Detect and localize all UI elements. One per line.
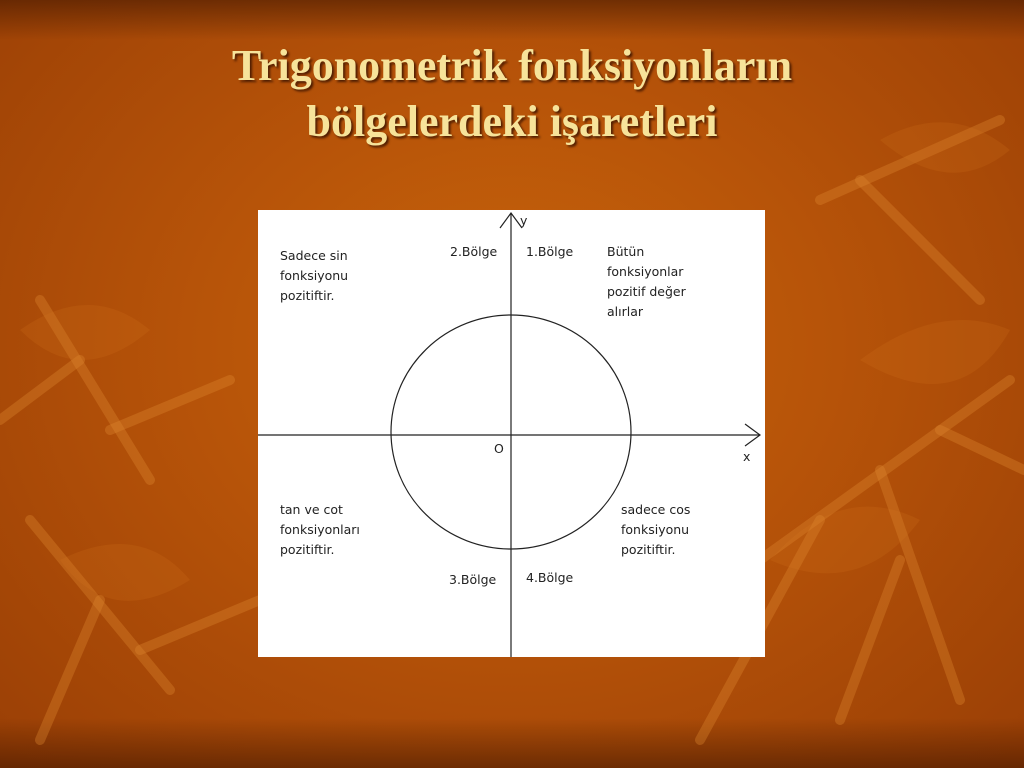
quadrant-3-note-line-1: tan ve cot <box>280 502 343 517</box>
quadrant-1-note-line-2: fonksiyonlar <box>607 264 684 279</box>
quadrant-4-note-line-3: pozitiftir. <box>621 542 676 557</box>
quadrant-1-note-line-4: alırlar <box>607 304 644 319</box>
quadrant-1-note-line-3: pozitif değer <box>607 284 686 299</box>
slide-title <box>0 38 1024 150</box>
quadrant-2-note-line-2: fonksiyonu <box>280 268 349 283</box>
unit-circle-diagram <box>258 210 765 657</box>
quadrant-3-label: 3.Bölge <box>449 572 497 587</box>
slide-title-line-2: bölgelerdeki işaretleri <box>306 97 718 146</box>
slide-title-line-1: Trigonometrik fonksiyonların <box>231 41 793 90</box>
quadrant-4-label: 4.Bölge <box>526 570 574 585</box>
quadrant-2-label: 2.Bölge <box>450 244 498 259</box>
quadrant-3-note-line-2: fonksiyonları <box>280 522 360 537</box>
quadrant-3-note-line-3: pozitiftir. <box>280 542 335 557</box>
origin-label: O <box>494 441 504 456</box>
quadrant-1-label: 1.Bölge <box>526 244 574 259</box>
x-axis-label: x <box>743 449 751 464</box>
quadrant-2-note-line-1: Sadece sin <box>280 248 348 263</box>
quadrant-1-note-line-1: Bütün <box>607 244 645 259</box>
y-axis-label: y <box>520 213 528 228</box>
quadrant-2-note-line-3: pozitiftir. <box>280 288 335 303</box>
quadrant-4-note-line-1: sadece cos <box>621 502 691 517</box>
quadrant-4-note-line-2: fonksiyonu <box>621 522 690 537</box>
